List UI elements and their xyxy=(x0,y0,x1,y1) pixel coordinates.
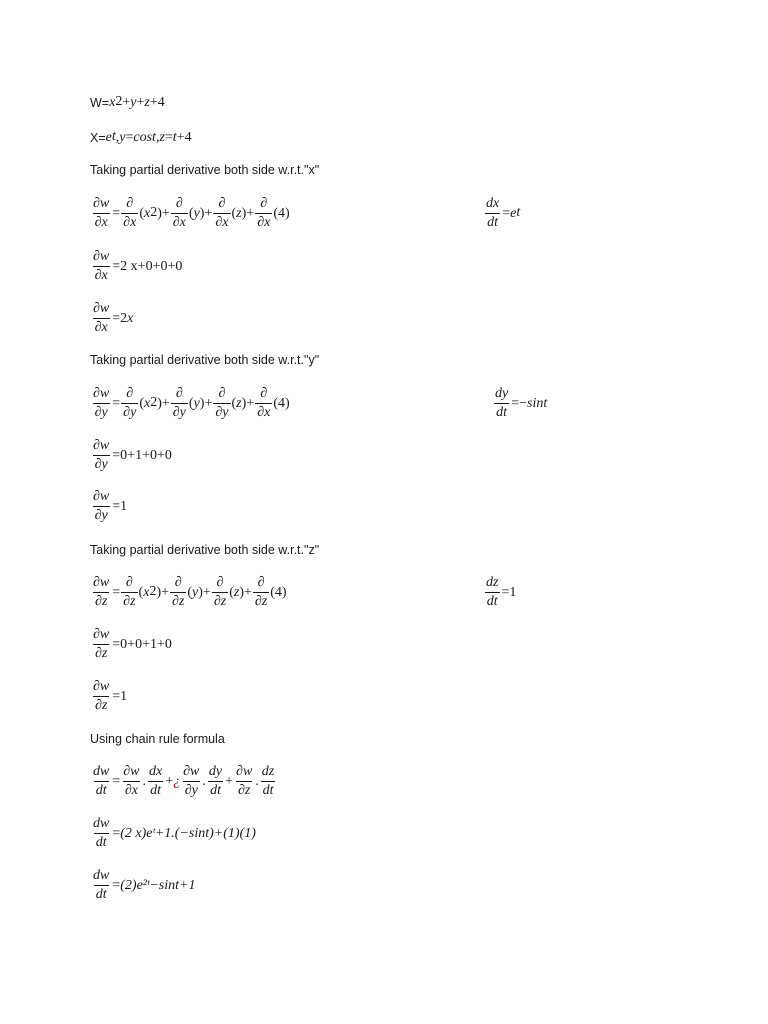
partial-w-y-expanded: $\frac{\partial w}{\partial y}$ = $\frac{\partial}{\partial y}$ ( x $^2$ )+ $\frac{\partial}{\partial y}$ ( y )+ $\frac{\partial}{\partial y}$ ( z )+ $\frac{\partial}{\partial x}$ (4) xyxy=(93,386,290,420)
partial-w-x-result: $\frac{\partial w}{\partial x}$ =2 x xyxy=(93,301,134,335)
chain-rule-result: $\frac{dw}{dt}$ = (2)e²ᵗ−sint+1 xyxy=(93,868,196,902)
heading-partial-z: Taking partial derivative both side w.r.t."z" xyxy=(90,543,320,557)
equation-substitutions: X= e $^t$ , y = cost , z = t +4 xyxy=(90,129,192,145)
partial-w-z-expanded: $\frac{\partial w}{\partial z}$ = $\frac{\partial}{\partial z}$ ( x $^2$ )+ $\frac{\partial}{\partial z}$ ( y )+ $\frac{\partial}{\partial z}$ ( z )+ $\frac{\partial}{\partial z}$ (4) xyxy=(93,575,287,609)
chain-rule-substitution: $\frac{dw}{dt}$ = (2 x)eᵗ+1.(−sint)+(1)(1) xyxy=(93,816,256,850)
partial-w-x-expanded: $\frac{\partial w}{\partial x}$ = $\frac{\partial}{\partial x}$ ( x $^2$ )+ $\frac{\partial}{\partial x}$ ( y )+ $\frac{\partial}{\partial x}$ ( z )+ $\frac{\partial}{\partial x}$ (4) xyxy=(93,196,290,230)
partial-w-y-result: $\frac{\partial w}{\partial y}$ = 1 xyxy=(93,489,128,523)
dx-dt-equation: $\frac{dx}{dt}$ = e $^t$ xyxy=(486,196,521,230)
partial-w-y-step: $\frac{\partial w}{\partial y}$ = 0+1+0+0 xyxy=(93,438,172,472)
partial-w-z-step: $\frac{\partial w}{\partial z}$ = 0+0+1+0 xyxy=(93,627,172,661)
dz-dt-equation: $\frac{dz}{dt}$ = 1 xyxy=(486,575,517,609)
dy-dt-equation: $\frac{dy}{dt}$ =− sint xyxy=(495,386,548,420)
heading-partial-y: Taking partial derivative both side w.r.t."y" xyxy=(90,353,320,367)
partial-w-x-step: $\frac{\partial w}{\partial x}$ = 2 x+0+0+0 xyxy=(93,249,183,283)
chain-rule-formula: $\frac{dw}{dt}$ = $\frac{\partial w}{\partial x}$ . $\frac{dx}{dt}$ + ¿ $\frac{\partial w}{\partial y}$ . $\frac{dy}{dt}$ + $\frac{\partial w}{\partial z}$ . $\frac{dz}{dt}$ xyxy=(93,764,275,798)
heading-partial-x: Taking partial derivative both side w.r.t."x" xyxy=(90,163,320,177)
partial-w-z-result: $\frac{\partial w}{\partial z}$ = 1 xyxy=(93,679,128,713)
equation-w: W= x $^2$ + y + z +4 xyxy=(90,94,165,110)
heading-chain-rule: Using chain rule formula xyxy=(90,732,225,746)
